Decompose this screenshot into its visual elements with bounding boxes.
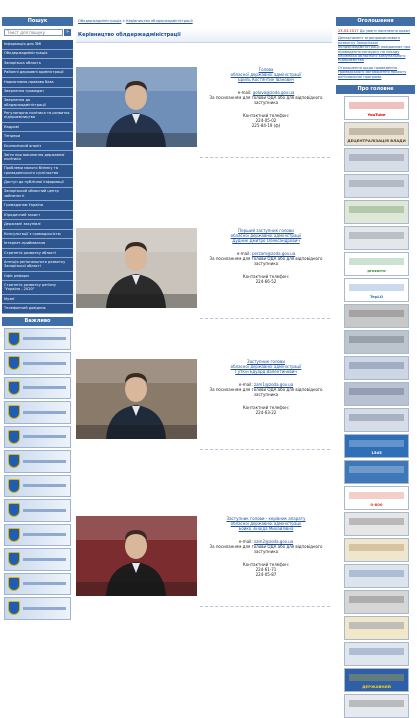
banner-graphic [349,258,404,265]
coat-of-arms-icon [8,503,20,517]
important-banner[interactable] [4,352,71,375]
banner-graphic [349,102,404,109]
breadcrumb-link-oda[interactable]: Облдержадміністрація [78,19,122,23]
leader-position[interactable]: Перший заступник голови [238,228,294,233]
leader-divider [200,157,330,158]
announcements-list [336,26,415,85]
banner-graphic [23,460,66,463]
coat-of-arms-icon [8,479,20,493]
banner-graphic [349,544,404,551]
partner-banner[interactable] [344,668,409,692]
leader-info [200,516,332,577]
phone-label: Контактний телефон: [242,405,290,410]
leader-position-org[interactable]: обласної державної адміністрації [230,72,302,77]
coat-of-arms-icon [8,381,20,395]
sidebar-menu-item[interactable]: Громадянам України [2,201,73,211]
coat-of-arms-icon [8,356,20,370]
partner-banner[interactable] [344,564,409,588]
important-banner[interactable] [4,573,71,596]
partner-banner-text: ДЕРЖАВНИЙ [362,684,391,690]
leader-email-note: За посиланням для голови ОДА або для відповідного заступника [209,95,323,105]
banner-graphic [23,337,66,340]
partner-banner[interactable] [344,382,409,406]
coat-of-arms-icon [8,552,20,566]
partner-banner[interactable] [344,538,409,562]
banner-graphic [23,362,66,365]
sidebar-menu-item[interactable]: Кадрові [2,123,73,133]
partner-banner[interactable] [344,252,409,276]
leader-name[interactable]: Гуткін Едуард Валентинович [235,369,297,374]
sidebar-menu-item[interactable]: Інтернет-приймальня [2,239,73,249]
partner-banner[interactable] [344,122,409,146]
sidebar-menu-item[interactable]: Проблеми малого бізнесу та громадянського суспільства [2,165,73,179]
spacer [200,531,332,539]
sidebar-menu-item[interactable]: Телефонний довідник [2,304,73,314]
leader-info [200,228,332,284]
main-links-header: Про головне [336,85,415,94]
leader-name[interactable]: Бриль Костянтин Іванович [237,77,295,82]
leader-photo [76,516,197,596]
banner-graphic [23,582,66,585]
coat-of-arms-icon [8,528,20,542]
partner-banner[interactable] [344,616,409,640]
partner-banner-text: 1545 [371,450,382,456]
leader-position-org[interactable]: обласної державної адміністрації [230,364,302,369]
leader-position-org[interactable]: обласної державної адміністрації [230,233,302,238]
banner-graphic [349,596,404,603]
banner-graphic [23,386,66,389]
sidebar-menu-item[interactable]: Юридичний захист [2,211,73,221]
right-banner-list [336,96,415,718]
partner-banner-text: TepLO [370,294,383,300]
banner-graphic [349,700,404,707]
banner-graphic [349,154,404,161]
banner-graphic [349,232,404,239]
announcements-header: Оголошення [336,17,415,26]
leader-divider [200,449,330,450]
coat-of-arms-icon [8,332,20,346]
sidebar-menu-item[interactable]: Державні закупівлі [2,220,73,230]
leader-phone: 224-63-22 [255,410,277,415]
sidebar-menu-item[interactable]: Тендери [2,132,73,142]
leader-photo [76,359,197,439]
sidebar-menu-item[interactable]: Консультації з громадськістю [2,230,73,240]
sidebar-menu-item[interactable]: Офіс реформ [2,272,73,282]
left-banner-list [2,328,73,620]
leader-email-note: За посиланням для голови ОДА або для відповідного заступника [209,256,323,266]
search-input[interactable] [4,29,63,36]
partner-banner[interactable] [344,486,409,510]
important-banner[interactable] [4,377,71,400]
banner-graphic [23,435,66,438]
banner-graphic [349,388,404,395]
sidebar-menu-item[interactable]: Регуляторна політика та розвиток підприємництва [2,109,73,123]
banner-graphic [349,310,404,317]
sidebar-menu-item[interactable]: Доступ до публічної інформації [2,178,73,188]
banner-graphic [23,509,66,512]
person-photo-icon [76,67,197,147]
partner-banner[interactable] [344,96,409,120]
page-title: Керівництво облдержадміністрації [76,28,332,43]
partner-banner[interactable] [344,408,409,432]
leader-email-link[interactable]: golova@zoda.gov.ua [252,90,295,95]
leader-email-note: За посиланням для голови ОДА або для відповідного заступника [209,387,323,397]
sidebar-menu-item[interactable]: Музеї [2,295,73,305]
leader-email-note: За посиланням для голови ОДА або для відповідного заступника [209,544,323,554]
important-banner[interactable] [4,401,71,424]
coat-of-arms-icon [8,405,20,419]
breadcrumb-link-leadership[interactable]: Керівництво облдержадміністрації [126,19,193,23]
spacer [200,243,332,251]
partner-banner[interactable] [344,434,409,458]
partner-banner[interactable] [344,512,409,536]
spacer [200,105,332,113]
important-banner[interactable] [4,426,71,449]
leader-name[interactable]: Дудник Дмитро Олександрович [232,238,300,243]
important-banner[interactable] [4,328,71,351]
leader-email-link[interactable]: zam2@zoda.gov.ua [254,539,294,544]
banner-graphic [349,492,404,499]
announcement-item[interactable]: Департамент агропромислового розвитку Запорізької облдержадміністрації повідомляє про проведення конкурсу на посаду керівника обласного комунального підприємства [338,36,411,63]
sidebar-menu-item[interactable]: Запорізька область [2,59,73,69]
leader-info [200,67,332,128]
sidebar-menu-item[interactable]: Інформація для ЗМІ [2,40,73,50]
sidebar-menu-item[interactable]: Звернення громадян [2,88,73,98]
spacer [200,374,332,382]
sidebar-menu-item[interactable]: Агенція регіонального розвитку Запорізької області [2,258,73,272]
banner-graphic [349,128,404,135]
leader-email-link[interactable]: zam1@zoda.gov.ua [254,382,294,387]
partner-banner-text: ДЕЦЕНТРАЛІЗАЦІЯ ВЛАДИ [347,138,406,144]
partner-banner-text: 0-800 [370,502,383,508]
partner-banner[interactable] [344,200,409,224]
sidebar-menu-item[interactable]: Економічний аналіз [2,142,73,152]
spacer [200,554,332,562]
left-sidebar [2,17,73,620]
banner-graphic [349,284,404,291]
important-banner[interactable] [4,524,71,547]
leader-info [200,359,332,415]
banner-graphic [23,558,66,561]
partner-banner[interactable] [344,460,409,484]
announcement-item[interactable]: 23.03.2017 До уваги населення краю! [338,29,411,33]
leader-email-link[interactable]: perzam@zoda.gov.ua [251,251,296,256]
phone-label: Контактний телефон: [242,274,290,279]
banner-graphic [349,648,404,655]
banner-graphic [349,180,404,187]
coat-of-arms-icon [8,577,20,591]
coat-of-arms-icon [8,601,20,615]
email-label: e-mail: [238,539,253,544]
partner-banner[interactable] [344,304,409,328]
spacer [200,82,332,90]
important-banner[interactable] [4,450,71,473]
email-label: e-mail: [237,90,252,95]
person-photo-icon [76,516,197,596]
partner-banner[interactable] [344,278,409,302]
phone-label: Контактний телефон: [242,562,290,567]
leader-phone: 224-05-87 [255,572,277,577]
important-header: Важливо [2,317,73,326]
announcement-item[interactable]: Оголошення щодо проведення громадського обговорення проекту регіональної програми [338,65,407,79]
breadcrumb-separator: » [122,19,125,23]
banner-graphic [349,466,404,473]
partner-banner-text: YouTube [367,112,386,118]
important-banner[interactable] [4,499,71,522]
spacer [200,266,332,274]
partner-banner[interactable] [344,330,409,354]
email-label: e-mail: [236,251,251,256]
coat-of-arms-icon [8,430,20,444]
partner-banner[interactable] [344,226,409,250]
leader-divider [200,606,330,607]
banner-graphic [349,440,404,447]
right-sidebar [336,17,415,718]
main-menu [2,40,73,314]
leader-name[interactable]: Бойко Зінаїда Михайлівна [238,526,294,531]
important-banner[interactable] [4,548,71,571]
leader-phone: 224-61-71 [255,567,277,572]
banner-graphic [349,414,404,421]
partner-banner[interactable] [344,694,409,718]
banner-graphic [349,336,404,343]
partner-banner[interactable] [344,148,409,172]
email-label: e-mail: [238,382,253,387]
leader-phone: 224-05-02 [255,118,277,123]
banner-graphic [349,622,404,629]
person-photo-icon [76,228,197,308]
leader-photo [76,67,197,147]
leader-position[interactable]: Заступник голови - керівник апарату [226,516,306,521]
banner-graphic [23,533,66,536]
sidebar-menu-item[interactable]: Звіти про виконання державної політики [2,151,73,165]
partner-banner[interactable] [344,642,409,666]
important-banner[interactable] [4,597,71,620]
important-banner[interactable] [4,475,71,498]
search-form [4,29,71,36]
sidebar-menu-item[interactable]: Облдержадміністрація [2,50,73,60]
spacer [200,397,332,405]
coat-of-arms-icon [8,454,20,468]
banner-graphic [23,607,66,610]
sidebar-menu-item[interactable]: Запорізький обласний центр зайнятості [2,188,73,202]
main-content [76,17,332,577]
partner-banner[interactable] [344,174,409,198]
sidebar-menu-item[interactable]: Стратегія розвитку області [2,249,73,259]
banner-graphic [23,411,66,414]
banner-graphic [349,206,404,213]
banner-graphic [23,484,66,487]
banner-graphic [349,362,404,369]
leader-phone: 225-84-19 (ф) [251,123,281,128]
banner-graphic [349,570,404,577]
partner-banner[interactable] [344,590,409,614]
sidebar-menu-item[interactable]: Нормативно-правова база [2,78,73,88]
banner-graphic [349,674,404,681]
leader-phone: 224-66-52 [255,279,277,284]
search-header: Пошук [2,17,73,26]
sidebar-menu-item[interactable]: Звернення до облдержадміністрації [2,97,73,109]
leader-position[interactable]: Голова [258,67,274,72]
partner-banner-text: prozorro [367,268,386,274]
sidebar-menu-item[interactable]: Стратегія розвитку регіону "Україна - 2020" [2,281,73,295]
leader-position-org[interactable]: обласної державної адміністрації [230,521,302,526]
banner-graphic [349,518,404,525]
leader-photo [76,228,197,308]
leader-position[interactable]: Заступник голови [247,359,285,364]
phone-label: Контактний телефон: [242,113,290,118]
breadcrumb [76,17,332,25]
search-button[interactable]: » [65,29,70,35]
sidebar-menu-item[interactable]: Районні державні адміністрації [2,69,73,79]
partner-banner[interactable] [344,356,409,380]
leader-divider [200,318,330,319]
person-photo-icon [76,359,197,439]
